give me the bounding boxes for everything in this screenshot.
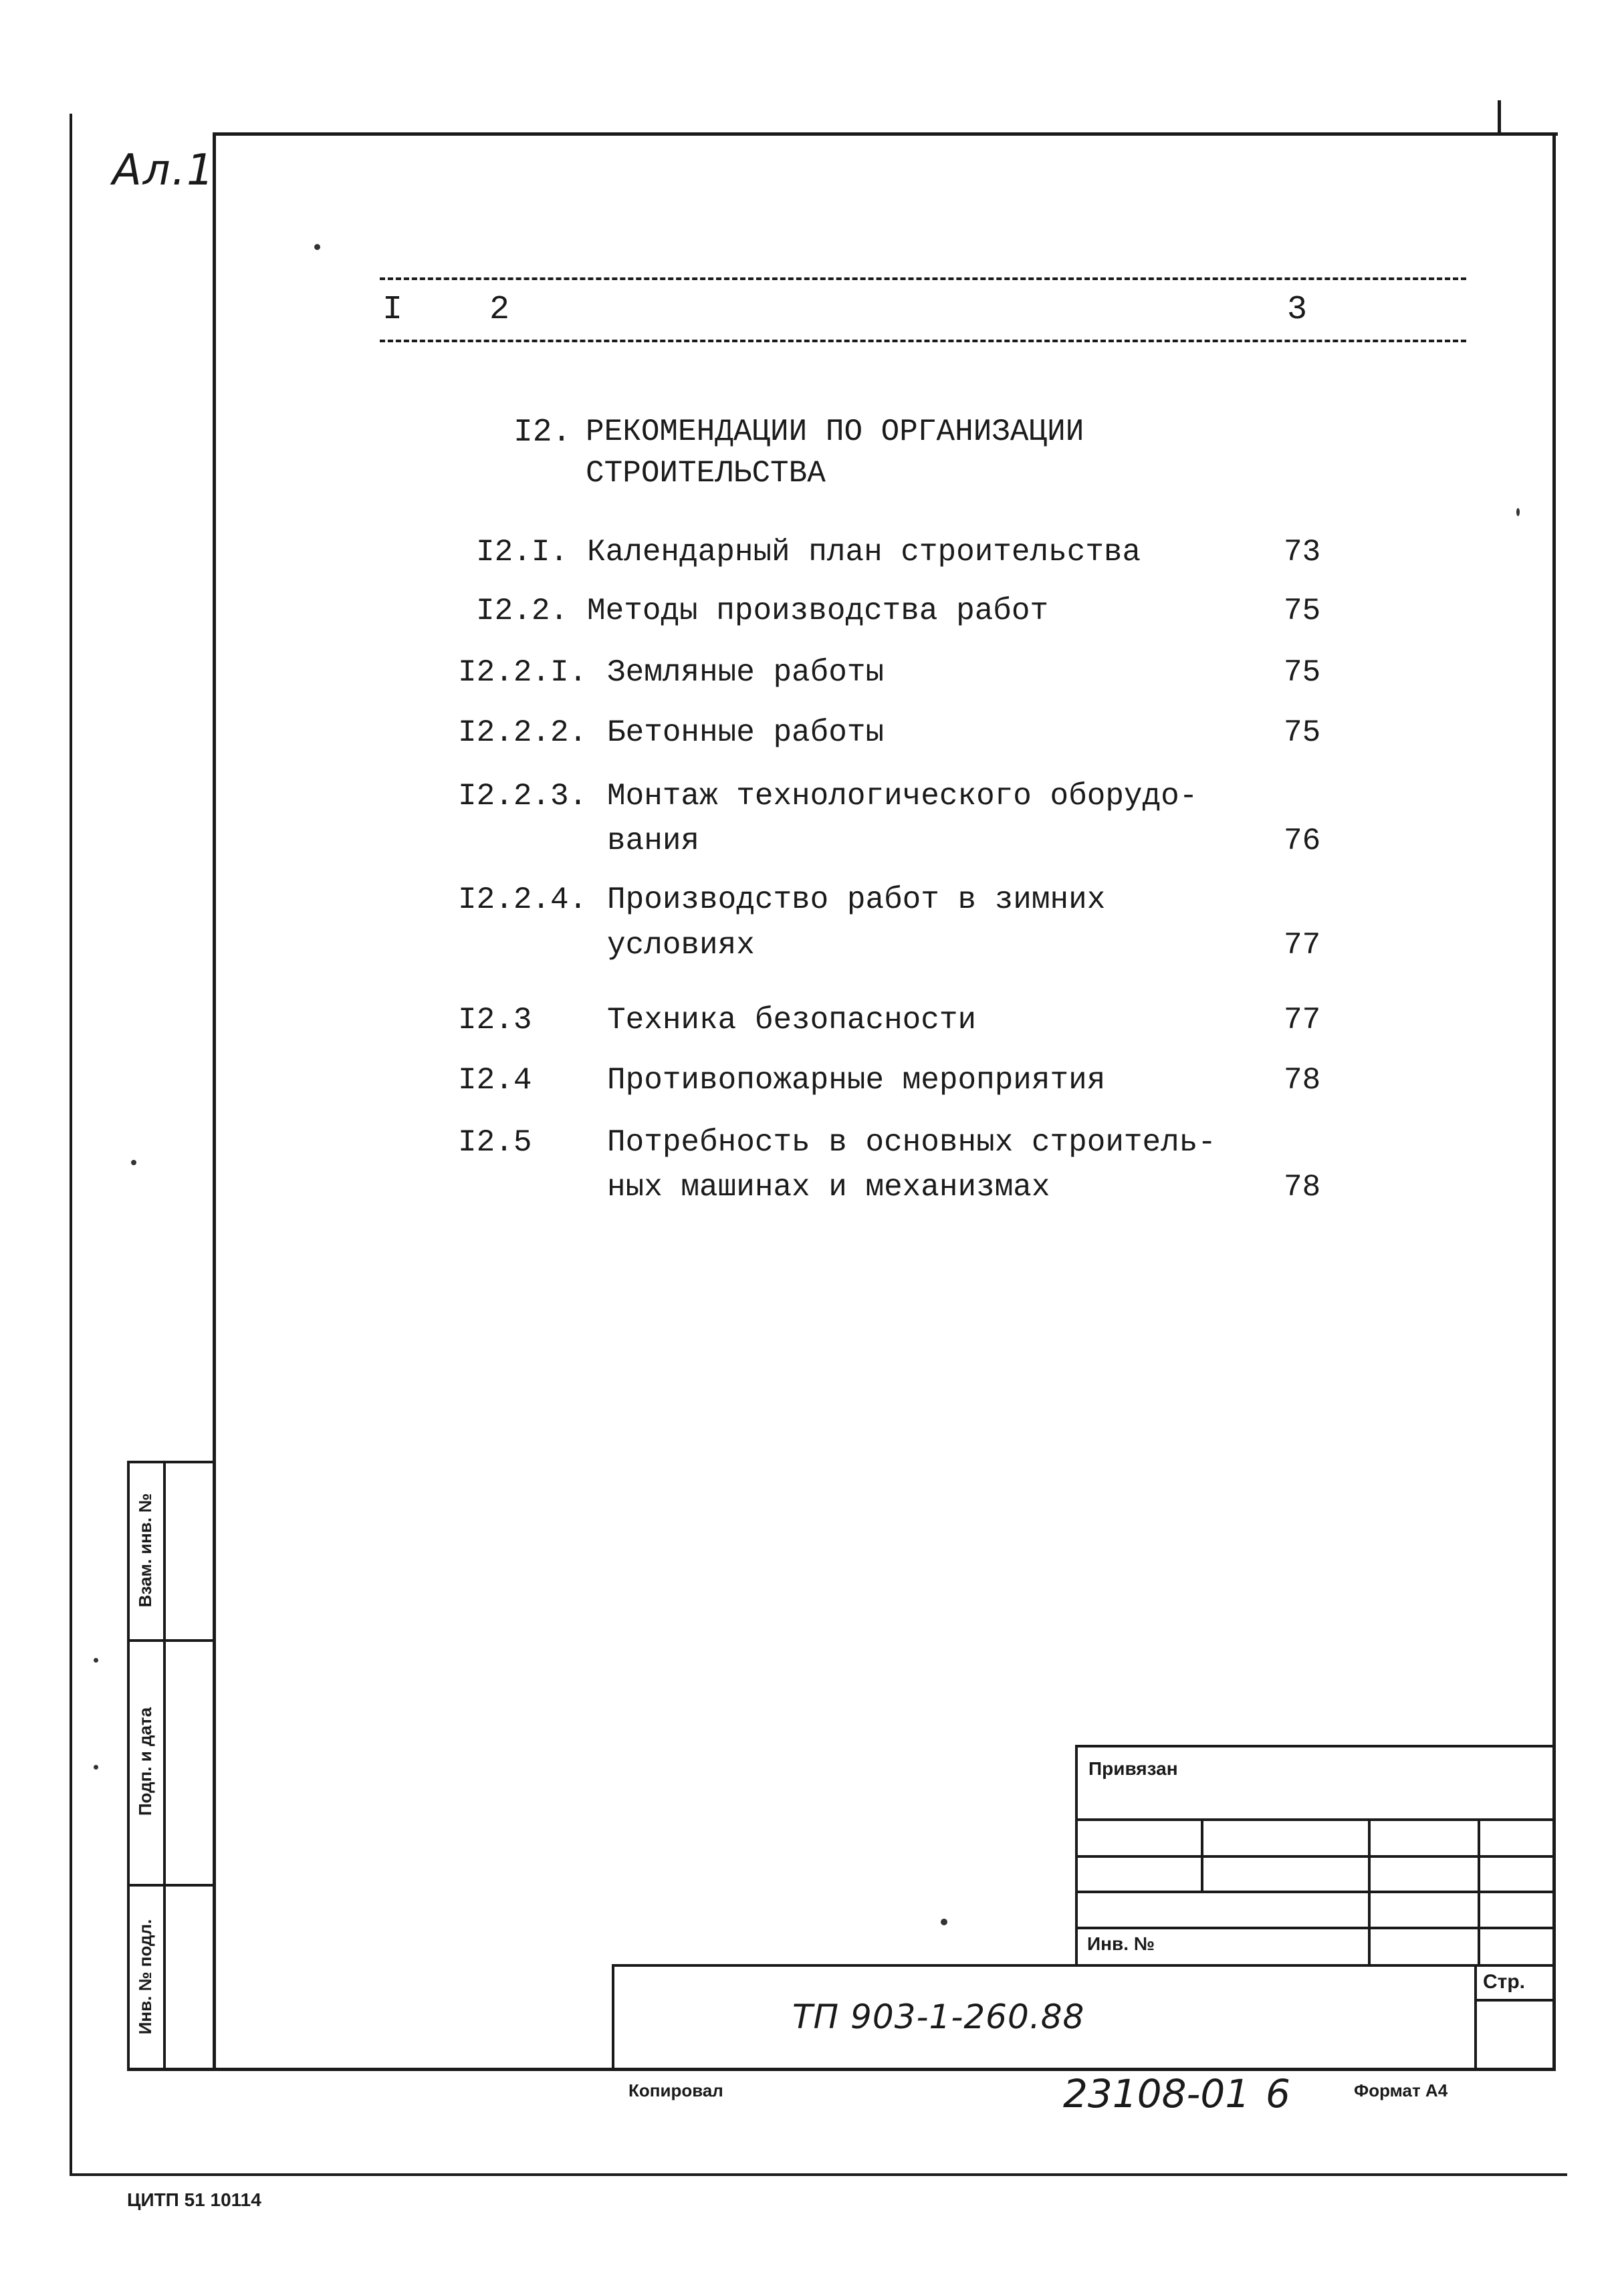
str-field-divider [1474, 1999, 1555, 2002]
toc-entry-text: Производство работ в зимних [607, 882, 1106, 917]
toc-entry-num: I2.3 [458, 1003, 532, 1038]
toc-entry-num: I2.2.4. [458, 882, 588, 917]
toc-entry-num: I2.2.2. [458, 715, 588, 750]
toc-entry-text: Бетонные работы [607, 715, 885, 750]
toc-entry-text: Потребность в основных строитель- [607, 1125, 1216, 1160]
tb-row-line [1075, 1855, 1555, 1858]
frame-top-line [213, 132, 1558, 136]
privyazan-label: Привязан [1088, 1758, 1178, 1779]
header-col-1: I [382, 291, 403, 329]
scan-speck [941, 1919, 947, 1925]
side-stamp-divider [127, 1884, 215, 1887]
tb-col-line [1201, 1818, 1203, 1892]
code-field-left [612, 1964, 614, 2070]
header-col-2: 2 [489, 291, 510, 329]
header-col-3: 3 [1287, 291, 1308, 329]
tb-row-line [1075, 1818, 1555, 1821]
side-stamp-left-edge [127, 1461, 130, 2070]
side-stamp-divider [127, 1461, 215, 1463]
toc-entry-text: Противопожарные мероприятия [607, 1063, 1106, 1098]
toc-entry-text: Монтаж технологического оборудо- [607, 779, 1198, 814]
toc-entry-page: 76 [1284, 824, 1321, 858]
top-right-tick [1498, 100, 1501, 135]
side-stamp-vzam-label: Взам. инв. № [135, 1493, 155, 1608]
frame-left-line [213, 132, 216, 2071]
scan-speck [94, 1658, 98, 1663]
tb-col-line [1368, 1818, 1371, 1967]
header-dashed-line-bottom [380, 340, 1466, 342]
toc-entry-num: I2.2. [476, 594, 569, 628]
bottom-page-line [70, 2173, 1567, 2176]
toc-entry-text: Методы производства работ [587, 594, 1049, 628]
tb-row-line [1075, 1927, 1555, 1929]
toc-entry-text: Техника безопасности [607, 1003, 977, 1038]
frame-right-line [1552, 132, 1556, 2071]
toc-entry-page: 78 [1284, 1170, 1321, 1205]
toc-entry-text-cont: вания [607, 824, 700, 858]
toc-entry-text-cont: условиях [607, 928, 755, 963]
toc-entry-text: Календарный план строительства [587, 535, 1141, 570]
format-label: Формат А4 [1354, 2080, 1448, 2100]
str-label: Стр. [1483, 1971, 1526, 1993]
side-stamp-inv-label: Инв. № подл. [135, 1919, 155, 2035]
tb-top [1075, 1745, 1555, 1747]
toc-entry-num: I2.5 [458, 1125, 532, 1160]
toc-entry-page: 73 [1284, 535, 1321, 570]
footer-mark: ЦИТП 51 10114 [127, 2189, 261, 2210]
scan-speck [94, 1765, 98, 1770]
scan-speck [131, 1160, 136, 1165]
section-title-line1: РЕКОМЕНДАЦИИ ПО ОРГАНИЗАЦИИ [586, 414, 1084, 449]
toc-entry-page: 75 [1284, 594, 1321, 628]
document-code: ТП 903-1-260.88 [792, 1998, 1085, 2036]
tb-col-line [1478, 1818, 1480, 1967]
toc-entry-num: I2.2.I. [458, 655, 588, 690]
toc-entry-page: 75 [1284, 715, 1321, 750]
section-title-line2: СТРОИТЕЛЬСТВА [586, 456, 826, 491]
kopiroval-label: Копировал [628, 2080, 723, 2100]
toc-entry-num: I2.I. [476, 535, 569, 570]
toc-entry-num: I2.2.3. [458, 779, 588, 814]
corner-mark: Ал.1 [112, 146, 215, 195]
scan-speck [1516, 508, 1520, 516]
section-number: I2. [513, 414, 572, 451]
order-number: 23108-01 [1063, 2071, 1250, 2117]
toc-entry-text: Земляные работы [607, 655, 885, 690]
side-stamp-inner-edge [163, 1461, 166, 2070]
str-field-left [1474, 1964, 1477, 2070]
inv-no-label: Инв. № [1087, 1933, 1155, 1954]
toc-entry-page: 77 [1284, 928, 1321, 963]
header-dashed-line-top [380, 277, 1466, 280]
toc-entry-page: 78 [1284, 1063, 1321, 1098]
scan-speck [314, 244, 320, 250]
side-stamp-podp-label: Подп. и дата [135, 1707, 155, 1816]
tb-row-line [1075, 1891, 1555, 1893]
frame-bottom-line [127, 2068, 1556, 2071]
toc-entry-text-cont: ных машинах и механизмах [607, 1170, 1050, 1205]
toc-entry-page: 77 [1284, 1003, 1321, 1038]
toc-entry-page: 75 [1284, 655, 1321, 690]
sheet-number: 6 [1266, 2071, 1290, 2117]
code-field-top [612, 1964, 1555, 1967]
left-binding-margin-line [70, 114, 72, 2176]
side-stamp-divider [127, 1639, 215, 1642]
toc-entry-num: I2.4 [458, 1063, 532, 1098]
